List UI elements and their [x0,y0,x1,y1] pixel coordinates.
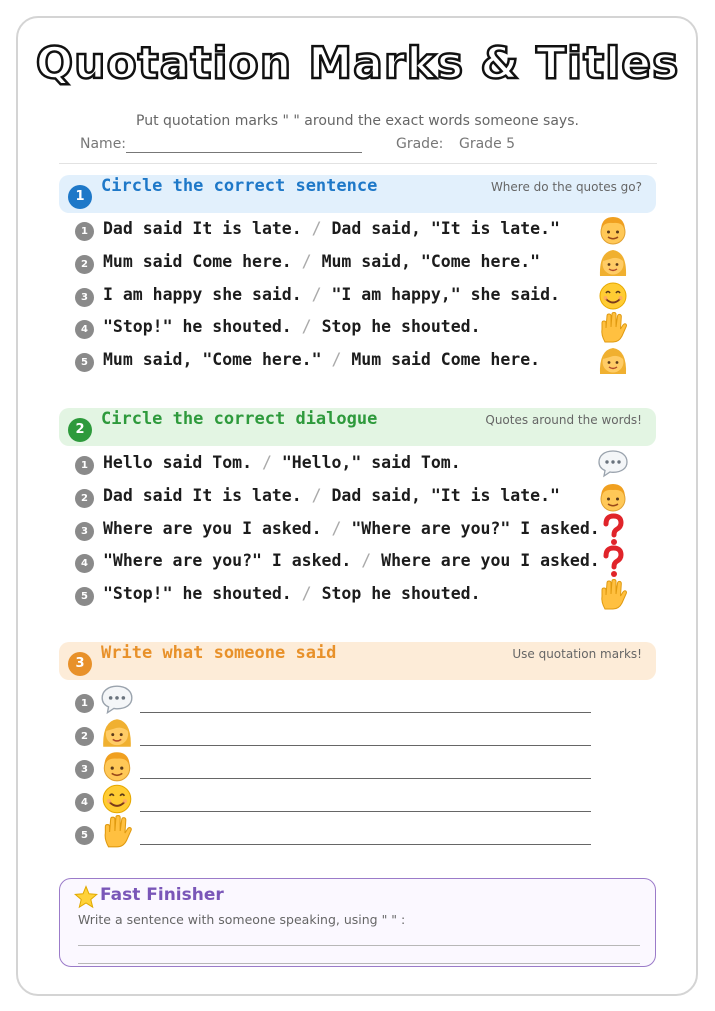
smiley-face-icon [596,279,630,313]
option-b[interactable]: Stop he shouted. [321,584,481,603]
question-mark-icon [596,513,630,547]
raised-hand-icon [596,311,630,345]
option-a[interactable]: Dad said It is late. [103,486,302,505]
section-number: 3 [68,652,92,676]
question-number: 4 [75,793,94,812]
question-number: 2 [75,727,94,746]
question-text [103,219,560,238]
option-a[interactable]: Where are you I asked. [103,519,322,538]
question-row [75,582,635,610]
section-title: Circle the correct sentence [101,176,378,196]
write-row [75,754,595,784]
name-grade-row [80,136,640,156]
option-separator: / [301,285,332,304]
question-text [103,486,560,505]
question-row [75,451,635,479]
question-row [75,250,635,278]
option-b[interactable]: Mum said, "Come here." [321,252,541,271]
girl-face-icon [99,715,135,751]
option-b[interactable]: Dad said, "It is late." [331,486,560,505]
grade-value: Grade 5 [459,136,516,152]
option-a[interactable]: Hello said Tom. [103,453,253,472]
question-mark-icon [596,545,630,579]
option-b[interactable]: "Hello," said Tom. [281,453,461,472]
option-separator: / [321,350,352,369]
boy-face-icon [99,748,135,784]
option-separator: / [291,252,322,271]
question-row [75,348,635,376]
option-b[interactable]: Mum said Come here. [351,350,541,369]
option-a[interactable]: "Stop!" he shouted. [103,584,292,603]
option-b[interactable]: "I am happy," she said. [331,285,560,304]
option-a[interactable]: Dad said It is late. [103,219,302,238]
write-row [75,787,595,817]
raised-hand-icon [596,578,630,612]
section-title: Circle the correct dialogue [101,409,378,429]
section-3-header [59,642,656,680]
option-separator: / [301,219,332,238]
option-b[interactable]: Where are you I asked. [381,551,600,570]
question-number: 5 [75,587,94,606]
option-separator: / [291,584,322,603]
name-label: Name: [80,136,127,152]
option-separator: / [252,453,282,472]
answer-line[interactable] [78,963,640,964]
fast-finisher-box [59,878,656,967]
question-text [103,252,540,271]
question-number: 2 [75,489,94,508]
section-1-header [59,175,656,213]
question-text [103,317,481,336]
option-a[interactable]: Mum said, "Come here." [103,350,322,369]
question-text [103,350,540,369]
boy-face-icon [596,213,630,247]
instructions: Put quotation marks " " around the exact words someone says. [136,113,579,129]
question-number: 1 [75,694,94,713]
answer-line[interactable] [140,844,591,845]
question-number: 3 [75,288,94,307]
answer-line[interactable] [78,945,640,946]
option-separator: / [351,551,382,570]
option-a[interactable]: I am happy she said. [103,285,302,304]
smiley-face-icon [99,781,135,817]
option-separator: / [301,486,332,505]
option-a[interactable]: Mum said Come here. [103,252,292,271]
question-number: 1 [75,456,94,475]
option-b[interactable]: Dad said, "It is late." [331,219,560,238]
option-a[interactable]: "Where are you?" I asked. [103,551,352,570]
question-number: 2 [75,255,94,274]
raised-hand-icon [99,814,135,850]
question-row [75,283,635,311]
page-title: Quotation Marks & Titles [35,38,680,89]
option-b[interactable]: Stop he shouted. [321,317,481,336]
option-separator: / [291,317,322,336]
question-number: 5 [75,826,94,845]
question-text [103,519,600,538]
answer-line[interactable] [140,745,591,746]
boy-face-icon [596,480,630,514]
fast-finisher-title: Fast Finisher [100,885,224,905]
section-number: 1 [68,185,92,209]
write-row [75,721,595,751]
girl-face-icon [596,246,630,280]
name-field[interactable] [126,152,362,153]
question-number: 3 [75,522,94,541]
question-number: 1 [75,222,94,241]
section-title: Write what someone said [101,643,337,663]
grade-label: Grade: [396,136,444,152]
question-text [103,285,560,304]
girl-face-icon [596,344,630,378]
question-text [103,453,461,472]
question-row [75,217,635,245]
speech-bubble-icon [596,447,630,481]
answer-line[interactable] [140,778,591,779]
question-number: 4 [75,554,94,573]
question-row [75,517,635,545]
star-icon [74,885,98,909]
question-row [75,549,635,577]
write-row [75,820,595,850]
section-hint: Use quotation marks! [512,647,642,661]
option-a[interactable]: "Stop!" he shouted. [103,317,292,336]
question-number: 5 [75,353,94,372]
section-2-header [59,408,656,446]
question-row [75,484,635,512]
question-number: 4 [75,320,94,339]
section-number: 2 [68,418,92,442]
section-hint: Where do the quotes go? [490,180,642,194]
question-text [103,584,481,603]
section-hint: Quotes around the words! [485,413,642,427]
option-b[interactable]: "Where are you?" I asked. [351,519,600,538]
answer-line[interactable] [140,712,591,713]
question-text [103,551,600,570]
fast-finisher-instructions: Write a sentence with someone speaking, using " " : [78,912,406,927]
answer-line[interactable] [140,811,591,812]
divider [59,163,657,164]
speech-bubble-icon [99,682,135,718]
question-row [75,315,635,343]
option-separator: / [321,519,352,538]
question-number: 3 [75,760,94,779]
write-row [75,688,595,718]
